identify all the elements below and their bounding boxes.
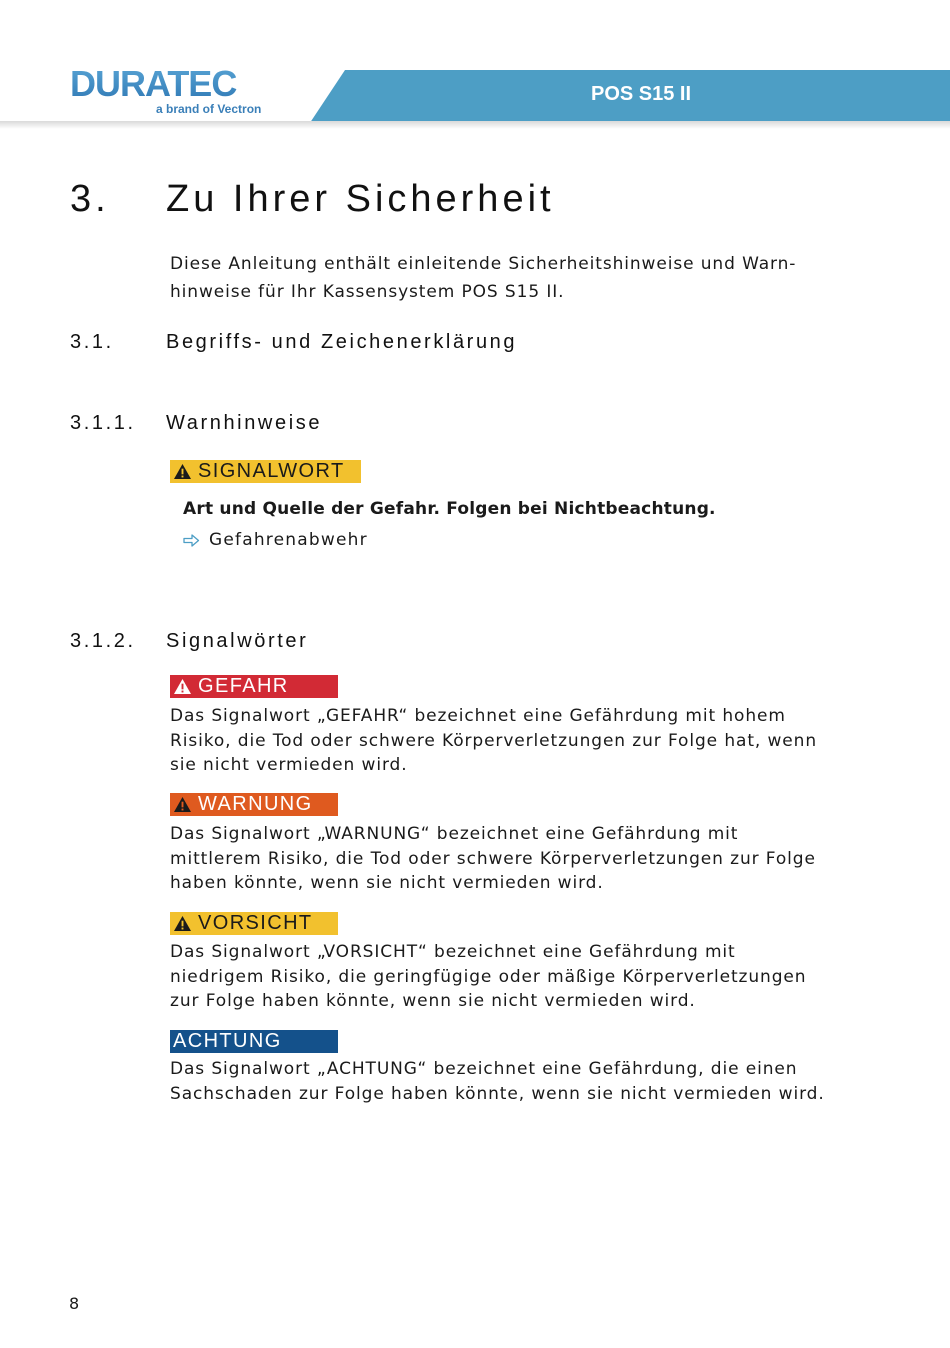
subsection-number: 3.1.2. bbox=[70, 630, 136, 652]
page-header bbox=[0, 0, 950, 128]
description-line: haben könnte, wenn sie nicht vermieden wird. bbox=[170, 873, 604, 893]
subsection-number: 3.1.1. bbox=[70, 412, 136, 434]
logo-subtitle: a brand of Vectron bbox=[156, 102, 262, 116]
vorsicht-label bbox=[170, 912, 338, 935]
gefahr-label bbox=[170, 675, 338, 698]
hazard-description: Art und Quelle der Gefahr. Folgen bei Nichtbeachtung. bbox=[183, 499, 716, 519]
subsection-heading-3-1-2 bbox=[70, 630, 308, 653]
description-line: mittlerem Risiko, die Tod oder schwere Körperverletzungen zur Folge bbox=[170, 848, 816, 869]
subsection-title: Signalwörter bbox=[166, 630, 309, 652]
gefahr-description bbox=[170, 704, 830, 778]
signal-word-text: VORSICHT bbox=[198, 912, 313, 934]
duratec-logo bbox=[70, 66, 300, 102]
section-heading bbox=[70, 178, 555, 221]
section-title: Zu Ihrer Sicherheit bbox=[166, 178, 555, 220]
signalwort-label bbox=[170, 460, 361, 483]
subsection-title: Begriffs- und Zeichenerklärung bbox=[166, 331, 518, 353]
warning-triangle-icon bbox=[173, 796, 192, 813]
warnung-label bbox=[170, 793, 338, 816]
subsection-title: Warnhinweise bbox=[166, 412, 323, 434]
achtung-label bbox=[170, 1030, 338, 1053]
header-shadow bbox=[0, 121, 950, 129]
subsection-heading-3-1-1 bbox=[70, 412, 322, 435]
page-number: 8 bbox=[69, 1294, 80, 1313]
hazard-action bbox=[183, 530, 368, 550]
subsection-heading-3-1 bbox=[70, 331, 517, 354]
signalwort-text: SIGNALWORT bbox=[198, 460, 345, 482]
description-line: Das Signalwort „GEFAHR“ bezeichnet eine Gefährdung mit hohem bbox=[170, 706, 786, 726]
signal-word-text: WARNUNG bbox=[198, 793, 313, 815]
achtung-description bbox=[170, 1057, 830, 1106]
description-line: zur Folge haben könnte, wenn sie nicht vermieden wird. bbox=[170, 991, 696, 1011]
product-name: POS S15 II bbox=[591, 83, 692, 105]
description-line: Das Signalwort „WARNUNG“ bezeichnet eine Gefährdung mit bbox=[170, 824, 739, 844]
arrow-right-icon bbox=[183, 534, 200, 547]
intro-paragraph bbox=[170, 250, 830, 306]
intro-line: hinweise für Ihr Kassensystem POS S15 II. bbox=[170, 282, 565, 302]
warnung-description bbox=[170, 822, 830, 896]
warning-triangle-icon bbox=[173, 915, 192, 932]
warning-triangle-icon bbox=[173, 463, 192, 480]
subsection-number: 3.1. bbox=[70, 331, 114, 353]
section-number: 3. bbox=[70, 178, 110, 220]
description-line: Risiko, die Tod oder schwere Körperverletzungen zur Folge hat, wenn bbox=[170, 730, 817, 751]
description-line: Sachschaden zur Folge haben könnte, wenn sie nicht vermieden wird. bbox=[170, 1083, 825, 1104]
signal-word-text: GEFAHR bbox=[198, 675, 289, 697]
intro-line: Diese Anleitung enthält einleitende Sicherheitshinweise und Warn- bbox=[170, 254, 797, 274]
description-line: Das Signalwort „VORSICHT“ bezeichnet eine Gefährdung mit bbox=[170, 942, 736, 962]
warning-triangle-icon bbox=[173, 678, 192, 695]
logo-text: DURATEC bbox=[70, 66, 237, 102]
vorsicht-description bbox=[170, 940, 830, 1014]
description-line: Das Signalwort „ACHTUNG“ bezeichnet eine Gefährdung, die einen bbox=[170, 1059, 798, 1079]
hazard-action-text: Gefahrenabwehr bbox=[209, 530, 368, 550]
description-line: sie nicht vermieden wird. bbox=[170, 755, 408, 775]
signal-word-text: ACHTUNG bbox=[173, 1030, 282, 1052]
description-line: niedrigem Risiko, die geringfügige oder mäßige Körperverletzungen bbox=[170, 966, 807, 987]
